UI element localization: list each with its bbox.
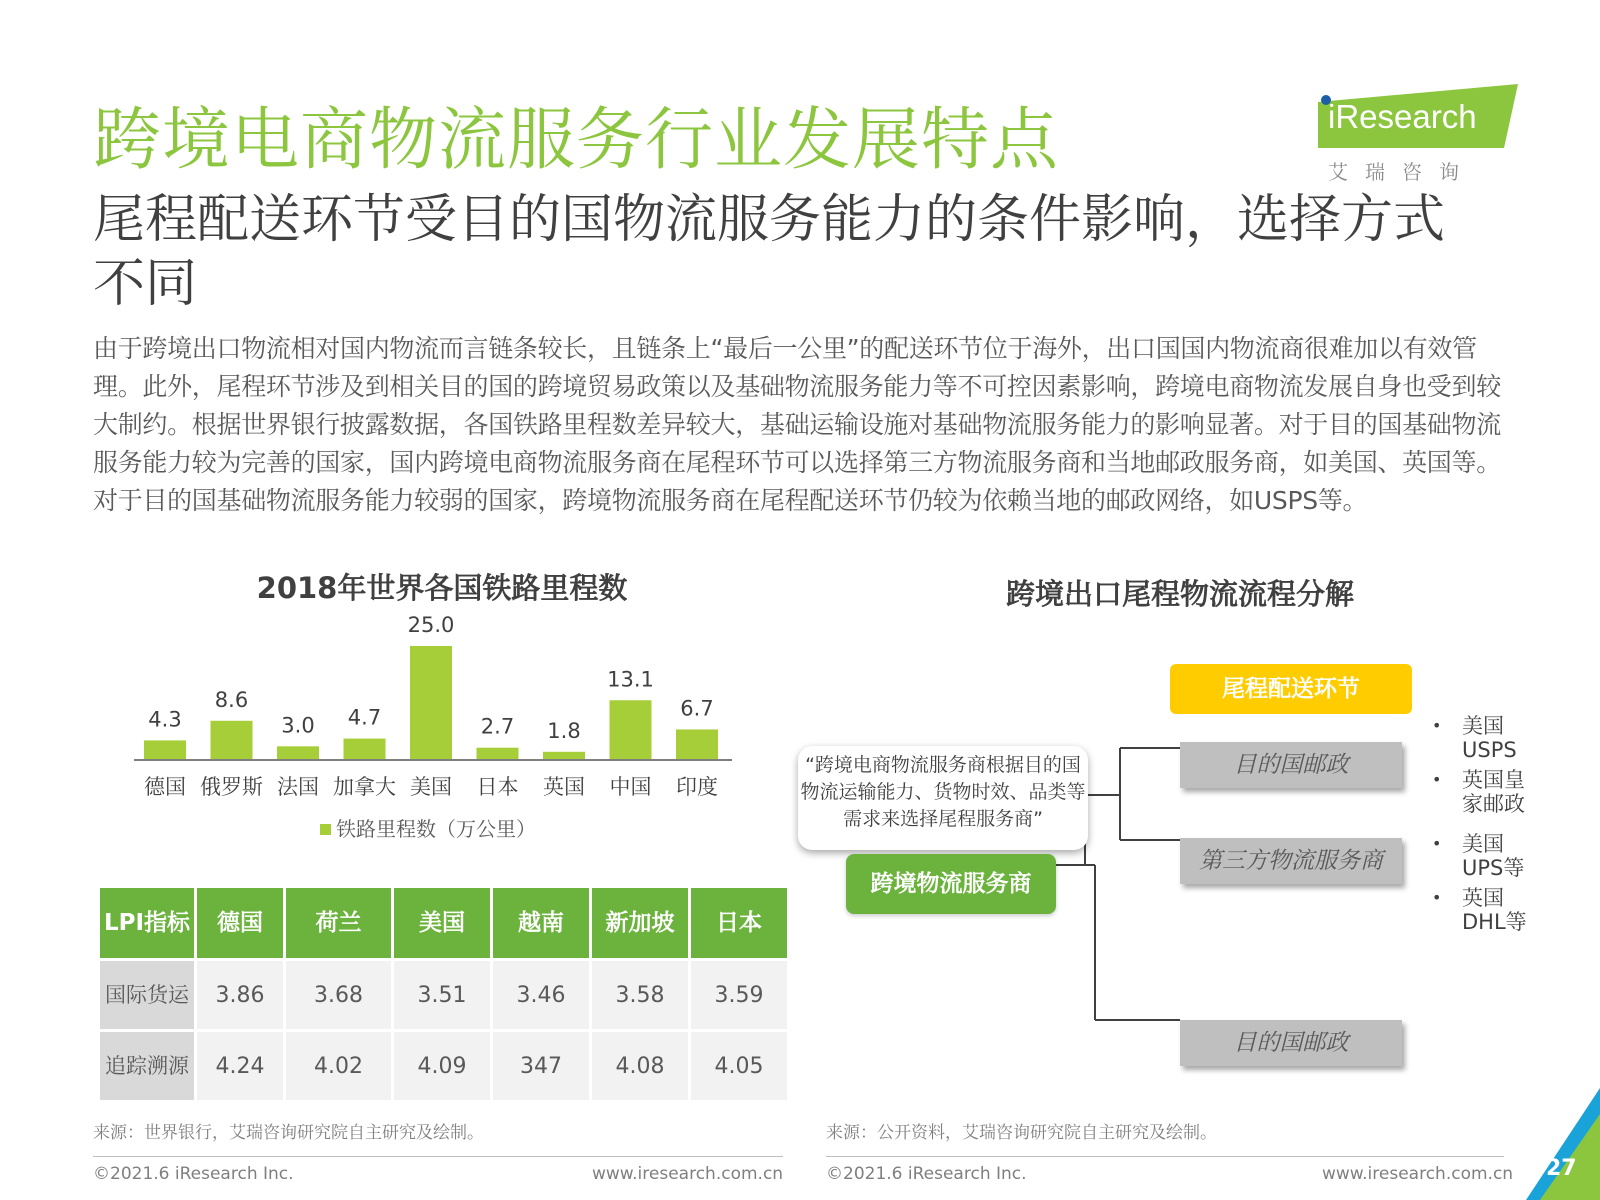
bar-value-label: 4.7 [347,705,382,730]
bar-value-label: 6.7 [680,696,714,721]
bullet-text: 英国皇家邮政 [1462,768,1525,816]
x-tick-label: 美国 [410,775,452,799]
intro-paragraph: 由于跨境出口物流相对国内物流而言链条较长，且链条上“最后一公里”的配送环节位于海外，出口国国内物流商很难加以有效管理。此外，尾程环节涉及到相关目的国的跨境贸易政策以及基础物流服务能力等不可控因素影响，跨境电商物流发展自身也受到较大制约。根据世界银行披露数据，各国铁路里程数差异较大，基础运输设施对基础物流服务能力的影响显著。对于目的国基础物流服务能力较为完善的国家，国内跨境电商物流服务商在尾程环节可以选择第三方物流服务商和当地邮政服务商，如美国、英国等。对于目的国基础物流服务能力较弱的国家，跨境物流服务商在尾程配送环节仍较为依赖当地的邮政网络，如USPS等。 [93,334,1501,515]
bullet-item [1432,886,1542,946]
tail-delivery-badge: 尾程配送环节 [1170,664,1412,714]
third-party-logistics-box: 第三方物流服务商 [1180,838,1402,884]
bar-value-label: 2.7 [480,714,515,739]
bar-value-label: 3.0 [281,713,315,738]
table-row-label: 追踪溯源 [100,1032,194,1100]
table-header-row [100,888,787,958]
table-header-cell: 美国 [394,888,490,958]
bar [277,746,319,760]
footer-url-left: www.iresearch.com.cn [592,1164,784,1184]
bullet-text: 美国USPS [1462,714,1517,762]
page-subtitle: 尾程配送环节受目的国物流服务能力的条件影响，选择方式不同 [93,190,1446,314]
flow-title: 跨境出口尾程物流流程分解 [1005,577,1354,611]
bullet-item [1432,768,1542,828]
bullet-item [1432,832,1542,892]
logo-cn-text: 艾瑞咨询 [1328,160,1476,184]
legend-swatch [320,824,331,835]
bullet-text: 英国DHL等 [1462,886,1527,934]
source-note-right: 来源：公开资料，艾瑞咨询研究院自主研究及绘制。 [826,1123,1217,1143]
x-tick-label: 法国 [277,775,319,799]
footer-copyright-left: ©2021.6 iResearch Inc. [93,1164,294,1184]
footer-divider-right [826,1156,1504,1157]
x-tick-label: 印度 [676,775,718,799]
bar [610,700,652,760]
table-cell: 347 [493,1032,589,1100]
table-header-cell: 德国 [197,888,283,958]
bar-value-label: 1.8 [547,718,581,743]
destination-postal-box: 目的国邮政 [1180,742,1402,788]
table-cell: 3.86 [197,961,283,1029]
footer-copyright-right: ©2021.6 iResearch Inc. [826,1164,1027,1184]
logo-text: iResearch [1328,98,1477,135]
bullet-item [1432,714,1542,774]
chart-title: 2018年世界各国铁路里程数 [256,571,628,605]
x-tick-label: 英国 [543,775,585,799]
table-cell: 4.09 [394,1032,490,1100]
bullet-dot: • [1432,888,1442,907]
bar [144,740,186,760]
table-header-cell: 荷兰 [286,888,391,958]
legend-label: 铁路里程数（万公里） [336,817,536,841]
table-row [100,961,787,1029]
footer-divider-left [93,1156,783,1157]
x-tick-label: 日本 [476,775,519,799]
table-cell: 3.46 [493,961,589,1029]
table-header-cell: 新加坡 [592,888,688,958]
bar [477,748,519,760]
bullet-text: 美国UPS等 [1462,832,1525,880]
bar [543,752,585,760]
table-cell: 3.51 [394,961,490,1029]
table-header-cell: 越南 [493,888,589,958]
bar-value-label: 4.3 [148,707,182,732]
bar-value-label: 13.1 [607,667,654,692]
corner-decoration [1500,1088,1600,1200]
table-cell: 3.58 [592,961,688,1029]
x-tick-label: 德国 [144,775,186,799]
table-row [100,1032,787,1100]
page-title: 跨境电商物流服务行业发展特点 [93,101,1060,180]
table-header-cell: LPI指标 [100,888,194,958]
table-cell: 4.24 [197,1032,283,1100]
bar [410,646,452,760]
bar [211,721,253,760]
table-row-label: 国际货运 [100,961,194,1029]
footer-url-right: www.iresearch.com.cn [1322,1164,1514,1184]
table-cell: 4.08 [592,1032,688,1100]
x-tick-label: 中国 [609,775,652,799]
bullet-dot: • [1432,716,1442,735]
bar-value-label: 8.6 [214,687,249,712]
table-header-cell: 日本 [691,888,787,958]
bar-value-label: 25.0 [407,613,455,637]
destination-postal-box-2: 目的国邮政 [1180,1020,1402,1066]
table-cell: 4.05 [691,1032,787,1100]
x-tick-label: 加拿大 [333,775,396,799]
table-cell: 3.59 [691,961,787,1029]
table-cell: 4.02 [286,1032,391,1100]
bullet-dot: • [1432,770,1442,789]
bar [344,739,386,760]
source-note-left: 来源：世界银行，艾瑞咨询研究院自主研究及绘制。 [93,1123,484,1143]
lpi-table [97,885,790,1103]
railway-bar-chart [92,600,792,875]
bullet-dot: • [1432,834,1442,853]
x-tick-label: 俄罗斯 [200,775,263,799]
page-number: 27 [1546,1156,1577,1181]
table-cell: 3.68 [286,961,391,1029]
provider-box: 跨境物流服务商 [846,854,1056,914]
quote-callout: “跨境电商物流服务商根据目的国物流运输能力、货物时效、品类等需求来选择尾程服务商” [798,746,1088,850]
bar [676,729,718,760]
